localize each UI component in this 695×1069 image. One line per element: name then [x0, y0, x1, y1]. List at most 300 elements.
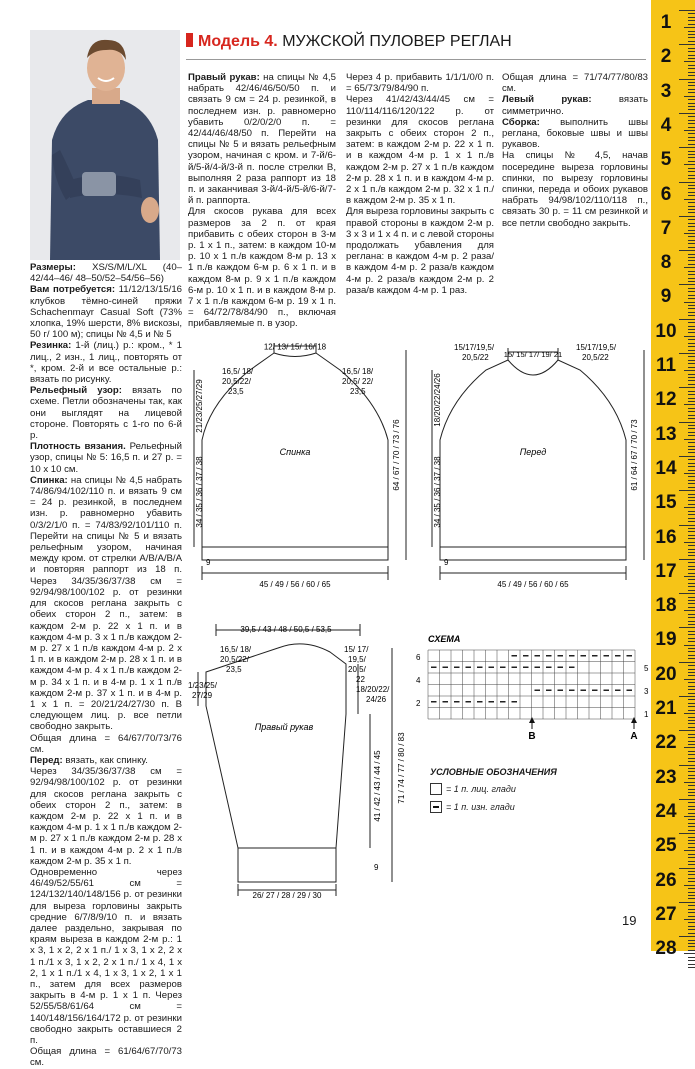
ruler-tick [684, 473, 695, 474]
ruler-tick [688, 682, 695, 683]
ruler-tick [688, 487, 695, 488]
ruler-tick [684, 164, 695, 165]
paragraph-text: Для выреза горловины закрыть с правой стороны в каждом 2-м р. 3 х 3 и 1 х 4 п. и с левой стороны продолжать убавления для реглана: в каждом 4-м р. 2 раза/в каждом 4-м р. 2 раза/в каждом 4-м р. 2 раза/в каждом 2-м р. 2 раза/в каждом 4-м р. 1 раз. [346, 206, 494, 296]
ruler-tick [688, 476, 695, 477]
ruler-tick [688, 195, 695, 196]
page-title [186, 33, 646, 57]
purl-stitch [431, 667, 437, 669]
ruler-tick [688, 188, 695, 189]
front-total-length: 61 / 64 / 67 / 70 / 73 [630, 419, 639, 491]
ruler-tick [688, 223, 695, 224]
purl-stitch [489, 701, 495, 703]
ruler-tick [688, 552, 695, 553]
front-rib-height: 9 [444, 558, 449, 567]
ruler-tick [688, 463, 695, 464]
col4-paragraph [502, 150, 648, 228]
ruler-tick [688, 58, 695, 59]
ruler-tick [688, 778, 695, 779]
purl-stitch [500, 667, 506, 669]
ruler-tick [688, 48, 695, 49]
paragraph-text: Для скосов рукава для всех размеров за 2 п. от края прибавить с обеих сторон в 3-м р. 1 х 1 п., затем: в каждом 10-м р. 10 х 1 п./в каждом 8-м р. 13 х 1 п./в каждом 6-м р. 6 х 1 п. и в каждом 8-м р. 9 х 1 п./в каждом 6-м р. 10 х 1 п. и в каждом 8-м р. 7 х 1 п./в каждом 6-м р. 19 х 1 п. = 64/72/78/84/90 п., включая прибавляемые п. в узор. [188, 206, 336, 330]
ruler-tick [688, 967, 695, 968]
ruler-tick [688, 912, 695, 913]
ruler-tick [679, 696, 695, 697]
ruler-tick [688, 154, 695, 155]
ruler-tick [688, 442, 695, 443]
schema-row-3: 3 [644, 687, 649, 696]
ruler-tick [684, 302, 695, 303]
ruler-tick [688, 271, 695, 272]
col2-paragraph [188, 72, 336, 206]
ruler-tick [688, 741, 695, 742]
ruler-tick [688, 943, 695, 944]
ruler-tick [688, 428, 695, 429]
ruler-tick [688, 178, 695, 179]
col1-paragraph [30, 284, 182, 340]
paragraph-text: на спицы № 4,5 набрать 74/86/94/102/110 п. и вязать 9 см = 24 р. резинкой, в последнем изн. р. равномерно убавить 0/3/2/1/0 п. = 74/83/92/101/110 п. Перейти на спицы № 5 и вязать рельефным узором, начиная между кром. от стрелки А/В/А/В/А и повторяя раппорт из 18 п. Через 34/35/36/37/38 см = 92/94/98/100/102 р. от резинки для скосов реглана закрыть с обеих сторон 2 п., затем: в каждом 2-м р. 22 х 1 п. и в каждом 4-м р. 3 х 1 п./в каждом 2-м р. 27 х 1 п./в каждом 4-м р. 2 х 1 п. и в каждом 2-м р. 28 х 1 п. и в каждом 4-м р. 4 х 1 п./в каждом 2-м р. 34 х 1 п. и в 4-м р. 1 х 1 п./в каждом 2-м р. 37 х 1 п. и в 4-м р. 1 х 1 п. = 20/21/24/27/30 п. В следующем лиц. р. все петли свободно закрыть. [30, 474, 182, 733]
ruler-tick [688, 686, 695, 687]
ruler-tick [688, 260, 695, 261]
purl-stitch [535, 667, 541, 669]
text-column-4 [502, 72, 648, 229]
ruler-tick [688, 298, 695, 299]
purl-stitch [592, 655, 598, 657]
ruler-number: 17 [655, 560, 677, 582]
ruler-number: 1 [660, 12, 672, 33]
ruler-tick [688, 504, 695, 505]
ruler-tick [688, 415, 695, 416]
ruler-tick [688, 847, 695, 848]
col4-paragraph [502, 94, 648, 116]
ruler-tick [688, 308, 695, 309]
ruler-tick [688, 425, 695, 426]
model-photo [30, 30, 180, 260]
paragraph-text: Общая длина = 61/64/67/70/73 см. [30, 1046, 182, 1069]
ruler-tick [688, 219, 695, 220]
ruler-tick [688, 946, 695, 947]
ruler-number: 4 [660, 114, 672, 136]
ruler-tick [688, 329, 695, 330]
schema-row-4: 4 [416, 676, 421, 685]
ruler-tick [688, 518, 695, 519]
arrow-b-label: B [528, 731, 536, 742]
ruler-tick [688, 617, 695, 618]
ruler-number: 19 [655, 629, 677, 651]
col3-paragraph [346, 206, 494, 296]
col1-paragraph [30, 733, 182, 755]
ruler-tick [688, 641, 695, 642]
sleeve-left-height-1: 1/23/25/ [188, 681, 217, 690]
ruler-tick [688, 13, 695, 14]
ruler-tick [688, 374, 695, 375]
front-top-left-2: 20,5/22 [462, 353, 489, 362]
ruler-tick [688, 874, 695, 875]
ruler-number: 11 [655, 355, 677, 376]
ruler-tick [688, 435, 695, 436]
front-side-left: 34 / 35 / 36 / 37 / 38 [433, 456, 442, 528]
front-title: Перед [519, 447, 547, 457]
ruler-tick [688, 631, 695, 632]
ruler-tick [688, 332, 695, 333]
ruler-tick [688, 312, 695, 313]
ruler-tick [688, 737, 695, 738]
purl-stitch [466, 667, 472, 669]
ruler-number: 25 [655, 835, 677, 857]
paragraph-label: Размеры: [30, 262, 76, 273]
ruler-tick [688, 103, 695, 104]
ruler-tick [688, 449, 695, 450]
ruler-tick [688, 655, 695, 656]
ruler-tick [688, 614, 695, 615]
ruler-tick [684, 713, 695, 714]
ruler-tick [679, 936, 695, 937]
sleeve-raglan-right-2: 19,5/ [348, 655, 366, 664]
back-width: 45 / 49 / 56 / 60 / 65 [259, 580, 331, 589]
model-name: МУЖСКОЙ ПУЛОВЕР РЕГЛАН [282, 33, 512, 50]
ruler-tick [688, 648, 695, 649]
ruler-tick [688, 123, 695, 124]
legend [430, 767, 630, 813]
ruler [651, 0, 695, 960]
ruler-tick [679, 456, 695, 457]
ruler-tick [684, 199, 695, 200]
ruler-tick [688, 106, 695, 107]
ruler-tick [688, 960, 695, 961]
model-number: Модель 4. [198, 33, 278, 50]
paragraph-label: Вам потребуется: [30, 284, 116, 296]
sleeve-raglan-left-2: 20,5/22/ [220, 655, 249, 664]
paragraph-text: вязать симметрично. [502, 94, 648, 117]
ruler-tick [688, 703, 695, 704]
purl-stitch [454, 667, 460, 669]
sleeve-diagram [186, 618, 422, 904]
paragraph-text: На спицы № 4,5, начав посередине выреза горловины спинки, по вырезу горловины спинки, переда и обоих рукавов набрать 94/98/102/110/118 п., связать 30 р. = 11 см резинкой и все петли свободно закрыть. [502, 150, 648, 229]
ruler-number: 22 [655, 732, 677, 754]
ruler-tick [684, 130, 695, 131]
ruler-tick [688, 837, 695, 838]
ruler-tick [684, 782, 695, 783]
ruler-number: 3 [660, 80, 672, 102]
paragraph-label: Плотность вязания. [30, 441, 126, 453]
page-number: 19 [622, 913, 637, 928]
ruler-tick [688, 212, 695, 213]
paragraph-text: вязать, как спинку. [62, 754, 148, 766]
ruler-tick [688, 590, 695, 591]
ruler-tick [688, 346, 695, 347]
ruler-tick [688, 819, 695, 820]
ruler-tick [688, 322, 695, 323]
ruler-tick [688, 356, 695, 357]
ruler-tick [688, 137, 695, 138]
purl-stitch [512, 701, 518, 703]
ruler-tick [684, 61, 695, 62]
ruler-tick [688, 500, 695, 501]
front-width: 45 / 49 / 56 / 60 / 65 [497, 580, 569, 589]
purl-stitch [500, 701, 506, 703]
ruler-tick [688, 638, 695, 639]
sleeve-top-width: 39,5 / 43 / 48 / 50,5 / 53,5 [240, 625, 332, 634]
ruler-tick [688, 569, 695, 570]
ruler-tick [688, 717, 695, 718]
ruler-tick [688, 75, 695, 76]
arrow-a-label: A [630, 731, 638, 742]
ruler-tick [688, 99, 695, 100]
front-height-left: 18/20/22/24/26 [433, 373, 442, 427]
ruler-tick [679, 387, 695, 388]
ruler-tick [679, 662, 695, 663]
title-marker [186, 33, 193, 47]
ruler-tick [684, 439, 695, 440]
ruler-tick [679, 730, 695, 731]
ruler-tick [688, 809, 695, 810]
ruler-tick [688, 175, 695, 176]
ruler-tick [684, 679, 695, 680]
ruler-tick [688, 432, 695, 433]
ruler-tick [688, 689, 695, 690]
purl-stitch [431, 701, 437, 703]
purl-stitch [615, 690, 621, 692]
purl-stitch [454, 701, 460, 703]
schema-row-1: 1 [644, 710, 649, 719]
legend-title: УСЛОВНЫЕ ОБОЗНАЧЕНИЯ [430, 767, 557, 777]
ruler-tick [688, 706, 695, 707]
sleeve-raglan-right-4: 22 [356, 675, 365, 684]
ruler-tick [679, 627, 695, 628]
ruler-tick [684, 816, 695, 817]
ruler-tick [688, 929, 695, 930]
ruler-number: 15 [655, 492, 677, 514]
paragraph-text: Рельефный узор, спицы № 5: 16,5 п. и 27 р. = 10 х 10 см. [30, 441, 182, 475]
purl-stitch [512, 667, 518, 669]
purl-stitch [523, 655, 529, 657]
ruler-tick [688, 768, 695, 769]
ruler-tick [688, 675, 695, 676]
ruler-tick [688, 720, 695, 721]
sleeve-raglan-right-1: 15/ 17/ [344, 645, 369, 654]
purl-stitch [477, 701, 483, 703]
ruler-tick [679, 319, 695, 320]
ruler-tick [688, 288, 695, 289]
ruler-tick [688, 566, 695, 567]
ruler-tick [688, 538, 695, 539]
ruler-tick [688, 127, 695, 128]
schema-row-6: 6 [416, 653, 421, 662]
ruler-tick [688, 555, 695, 556]
front-top-left-1: 15/17/19,5/ [454, 343, 495, 352]
purl-stitch [581, 690, 587, 692]
ruler-tick [688, 940, 695, 941]
ruler-tick [688, 339, 695, 340]
ruler-number: 5 [660, 149, 672, 171]
ruler-tick [688, 754, 695, 755]
ruler-tick [688, 802, 695, 803]
ruler-number: 13 [655, 423, 677, 445]
ruler-tick [688, 34, 695, 35]
ruler-tick [679, 216, 695, 217]
ruler-tick [688, 710, 695, 711]
ruler-tick [688, 192, 695, 193]
purl-stitch [581, 655, 587, 657]
ruler-number: 2 [660, 46, 672, 68]
ruler-tick [679, 353, 695, 354]
paragraph-text: Общая длина = 64/67/70/73/76 см. [30, 732, 182, 755]
ruler-number: 8 [660, 252, 672, 274]
ruler-tick [688, 603, 695, 604]
ruler-tick [688, 531, 695, 532]
col1-paragraph [30, 262, 182, 284]
ruler-tick [679, 113, 695, 114]
paragraph-text: 11/12/13/15/16 клубков тёмно-синей пряжи Schachenmayr Casual Soft (73% хлопка, 19% шерсти, 8% вискозы, 50 г/ 100 м); спицы № 4,5 и № 5 [30, 284, 182, 341]
purl-stitch [615, 655, 621, 657]
ruler-tick [688, 398, 695, 399]
ruler-tick [688, 343, 695, 344]
ruler-tick [688, 68, 695, 69]
ruler-tick [684, 507, 695, 508]
ruler-number: 10 [655, 320, 677, 342]
ruler-tick [688, 795, 695, 796]
ruler-tick [679, 284, 695, 285]
text-column-1 [30, 262, 182, 1069]
ruler-tick [688, 898, 695, 899]
ruler-tick [688, 55, 695, 56]
ruler-tick [688, 240, 695, 241]
back-raglan-left-1: 16,5/ 18/ [222, 367, 254, 376]
ruler-tick [688, 497, 695, 498]
ruler-tick [684, 610, 695, 611]
ruler-tick [688, 665, 695, 666]
front-top-right-1: 15/17/19,5/ [576, 343, 617, 352]
ruler-tick [688, 226, 695, 227]
ruler-number: 6 [660, 183, 672, 205]
ruler-tick [688, 363, 695, 364]
back-rib-height: 9 [206, 558, 211, 567]
ruler-tick [688, 830, 695, 831]
purl-stitch [535, 690, 541, 692]
ruler-tick [688, 120, 695, 121]
purl-symbol-icon [430, 801, 442, 813]
ruler-tick [688, 586, 695, 587]
ruler-tick [688, 878, 695, 879]
ruler-tick [688, 243, 695, 244]
sleeve-right-height-1: 18/20/22/ [356, 685, 390, 694]
ruler-tick [688, 470, 695, 471]
ruler-tick [688, 133, 695, 134]
paragraph-label: Правый рукав: [188, 72, 260, 83]
ruler-tick [688, 734, 695, 735]
front-neck-measure: 15/ 15/ 17/ 19/ 21 [503, 350, 563, 359]
ruler-number: 26 [655, 869, 677, 891]
ruler-tick [688, 669, 695, 670]
col1-paragraph [30, 340, 182, 385]
ruler-tick [688, 871, 695, 872]
ruler-tick [688, 775, 695, 776]
ruler-tick [688, 20, 695, 21]
ruler-tick [688, 840, 695, 841]
ruler-tick [688, 466, 695, 467]
ruler-tick [688, 861, 695, 862]
ruler-number: 21 [655, 698, 677, 719]
ruler-tick [688, 634, 695, 635]
sleeve-side-length: 41 / 42 / 43 / 44 / 45 [373, 750, 382, 822]
ruler-tick [688, 315, 695, 316]
ruler-tick [688, 607, 695, 608]
ruler-tick [679, 559, 695, 560]
ruler-tick [688, 957, 695, 958]
paragraph-text: XS/S/M/L/XL (40–42/44–46/ 48–50/52–54/56–56) [30, 262, 182, 285]
col4-paragraph [502, 117, 648, 151]
col1-paragraph [30, 385, 182, 441]
man-in-sweater-image [30, 30, 180, 260]
purl-stitch [477, 667, 483, 669]
ruler-tick [688, 573, 695, 574]
ruler-number: 9 [660, 286, 672, 308]
ruler-tick [679, 44, 695, 45]
ruler-tick [688, 401, 695, 402]
ruler-number: 18 [655, 595, 677, 617]
paragraph-label: Сборка: [502, 116, 540, 128]
ruler-tick [688, 171, 695, 172]
ruler-tick [688, 140, 695, 141]
stitch-schema [410, 632, 650, 742]
ruler-tick [688, 933, 695, 934]
ruler-number: 27 [655, 903, 677, 925]
ruler-tick [688, 854, 695, 855]
ruler-tick [679, 147, 695, 148]
ruler-tick [688, 459, 695, 460]
paragraph-text: Через 4 р. прибавить 1/1/1/0/0 п. = 65/73/79/84/90 п. [346, 72, 494, 95]
ruler-tick [688, 761, 695, 762]
paragraph-text: Через 34/35/36/37/38 см = 92/94/98/100/102 р. от резинки для скосов реглана закрыть с обеих сторон 2 п., затем: в каждом 2-м р. 22 х 1 п. и в каждом 4-м р. 1 х 1 п./в каждом 2-м р. 27 х 1 п./в каждом 2-м р. 28 х 1 п. и в каждом 4-м р. 2 х 1 п./в каждом 2-м р. 35 х 1 п. [30, 766, 182, 867]
purl-stitch [569, 690, 575, 692]
back-side-left: 34 / 35 / 36 / 37 / 38 [195, 456, 204, 528]
ruler-tick [688, 230, 695, 231]
ruler-tick [688, 535, 695, 536]
ruler-tick [688, 72, 695, 73]
purl-stitch [489, 667, 495, 669]
ruler-tick [688, 528, 695, 529]
col1-paragraph [30, 766, 182, 867]
ruler-tick [688, 291, 695, 292]
ruler-tick [688, 864, 695, 865]
ruler-tick [688, 857, 695, 858]
ruler-tick [688, 758, 695, 759]
ruler-tick [688, 483, 695, 484]
col2-paragraph [188, 206, 336, 329]
ruler-tick [679, 833, 695, 834]
ruler-tick [684, 542, 695, 543]
ruler-tick [688, 813, 695, 814]
col4-paragraph [502, 72, 648, 94]
legend-item-knit [430, 783, 630, 795]
paragraph-text: Через 41/42/43/44/45 см = 110/114/116/120/122 р. от резинки для скосов реглана закрыть с обеих сторон 2 п., затем: в каждом 2-м р. 22 х 1 п. и в каждом 4-м р. 1 х 1 п./в каждом 2-м р. 27 х 1 п./в каждом 2-м р. 28 х 1 п. и в каждом 4-м р. 2 х 1 п./в каждом 2-м р. 32 х 1 п./в каждом 2-м р. 35 х 1 п. [346, 94, 494, 207]
ruler-tick [688, 658, 695, 659]
ruler-tick [688, 895, 695, 896]
ruler-tick [688, 85, 695, 86]
ruler-tick [688, 922, 695, 923]
ruler-tick [688, 545, 695, 546]
ruler-tick [688, 789, 695, 790]
ruler-tick [688, 651, 695, 652]
ruler-tick [688, 17, 695, 18]
ruler-tick [688, 264, 695, 265]
paragraph-label: Спинка: [30, 474, 68, 486]
purl-stitch [604, 655, 610, 657]
ruler-tick [684, 576, 695, 577]
back-height-left: 21/23/25/27/29 [195, 379, 204, 433]
ruler-tick [688, 892, 695, 893]
ruler-tick [688, 583, 695, 584]
ruler-tick [688, 514, 695, 515]
